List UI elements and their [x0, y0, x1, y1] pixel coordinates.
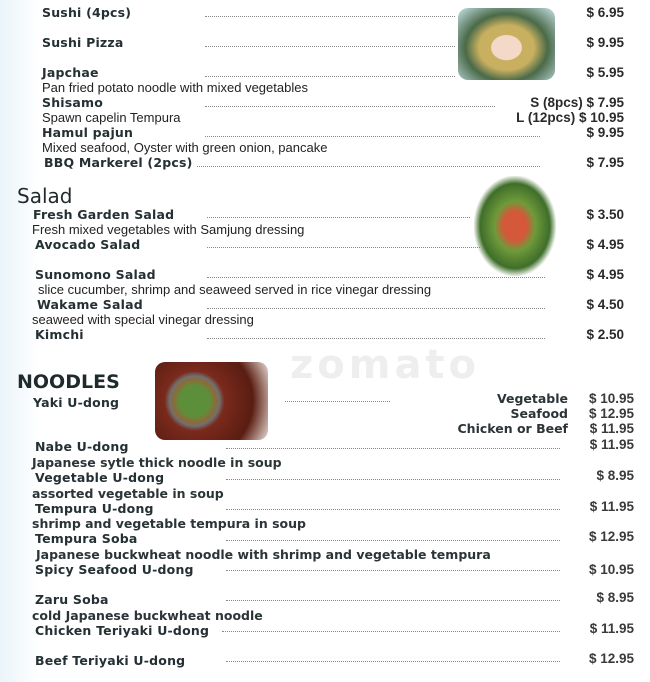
leader-dots — [205, 106, 495, 107]
menu-item-description: slice cucumber, shrimp and seaweed served in rice vinegar dressing — [38, 282, 432, 297]
menu-item-price: $ 7.95 — [586, 155, 624, 170]
leader-dots — [207, 247, 480, 248]
menu-item-description: Fresh mixed vegetables with Samjung dressing — [32, 222, 305, 237]
menu-item-option: S (8pcs) $ 7.95 — [530, 95, 624, 110]
menu-item-price: $ 9.95 — [586, 125, 624, 140]
leader-dots — [285, 401, 390, 402]
udon-bowl-photo — [155, 362, 268, 440]
leader-dots — [222, 631, 560, 632]
menu-item-price: $ 11.95 — [589, 437, 634, 452]
menu-item-price: $ 11.95 — [589, 499, 634, 514]
leader-dots — [226, 570, 560, 571]
sushi-pizza-photo — [458, 8, 555, 80]
menu-item-name: Zaru Soba — [35, 592, 109, 607]
leader-dots — [207, 308, 545, 309]
menu-item-option-label: Chicken or Beef — [457, 421, 568, 436]
menu-item-description: Japanese sytle thick noodle in soup — [32, 455, 282, 470]
menu-item-name: Wakame Salad — [37, 297, 143, 312]
menu-item-name: Kimchi — [35, 327, 84, 342]
leader-dots — [226, 509, 560, 510]
menu-item-name: Avocado Salad — [35, 237, 141, 252]
menu-item-price: $ 8.95 — [596, 590, 634, 605]
menu-item-name: Chicken Teriyaki U-dong — [35, 623, 210, 638]
menu-item-name: BBQ Markerel (2pcs) — [44, 155, 193, 170]
leader-dots — [205, 136, 540, 137]
menu-item-price: $ 2.50 — [586, 327, 624, 342]
menu-item-price: $ 12.95 — [588, 651, 634, 666]
menu-item-description: cold Japanese buckwheat noodle — [32, 608, 263, 623]
menu-item-name: Japchae — [42, 65, 99, 80]
menu-item-option: L (12pcs) $ 10.95 — [516, 110, 624, 125]
leader-dots — [205, 46, 455, 47]
menu-item-name: Sunomono Salad — [35, 267, 156, 282]
menu-item-option-label: Seafood — [510, 406, 568, 421]
leader-dots — [226, 540, 560, 541]
menu-item-name: Sushi (4pcs) — [42, 5, 132, 20]
menu-item-price: $ 10.95 — [588, 562, 634, 577]
menu-item-price: $ 12.95 — [588, 406, 634, 421]
menu-item-price: $ 5.95 — [586, 65, 624, 80]
leader-dots — [226, 600, 560, 601]
menu-item-name: Nabe U-dong — [35, 439, 129, 454]
menu-item-name: Spicy Seafood U-dong — [35, 562, 194, 577]
leader-dots — [207, 338, 545, 339]
leader-dots — [226, 661, 560, 662]
menu-item-name: Vegetable U-dong — [35, 470, 165, 485]
menu-item-price: $ 11.95 — [589, 621, 634, 636]
watermark: zomato — [290, 342, 481, 388]
leader-dots — [207, 277, 545, 278]
menu-item-price: $ 9.95 — [586, 35, 624, 50]
menu-item-name: Sushi Pizza — [42, 35, 124, 50]
leader-dots — [207, 217, 470, 218]
leader-dots — [205, 16, 455, 17]
leader-dots — [205, 76, 455, 77]
menu-item-price: $ 4.50 — [586, 297, 624, 312]
menu-item-description: assorted vegetable in soup — [32, 486, 224, 501]
menu-item-name: Hamul pajun — [42, 125, 134, 140]
menu-item-price: $ 12.95 — [588, 529, 634, 544]
menu-item-name: Beef Teriyaki U-dong — [35, 653, 186, 668]
menu-item-option-label: Vegetable — [496, 391, 568, 406]
leader-dots — [226, 448, 560, 449]
menu-item-price: $ 3.50 — [586, 207, 624, 222]
section-heading-salad: Salad — [17, 184, 73, 208]
menu-item-price: $ 4.95 — [586, 237, 624, 252]
salad-photo — [474, 176, 556, 276]
menu-item-price: $ 4.95 — [586, 267, 624, 282]
menu-item-name: Fresh Garden Salad — [33, 207, 175, 222]
section-heading-noodles: NOODLES — [17, 371, 120, 393]
menu-item-name: Tempura U-dong — [35, 501, 154, 516]
menu-item-description: Mixed seafood, Oyster with green onion, pancake — [42, 140, 328, 155]
menu-item-description: shrimp and vegetable tempura in soup — [32, 516, 306, 531]
menu-item-name: Yaki U-dong — [33, 395, 120, 410]
menu-item-description: Spawn capelin Tempura — [42, 110, 181, 125]
menu-item-name: Shisamo — [42, 95, 104, 110]
menu-item-name: Tempura Soba — [35, 531, 138, 546]
menu-item-price: $ 11.95 — [589, 421, 634, 436]
menu-item-price: $ 6.95 — [586, 5, 624, 20]
leader-dots — [197, 166, 540, 167]
menu-item-description: Pan fried potato noodle with mixed vegetables — [42, 80, 308, 95]
menu-item-price: $ 8.95 — [596, 468, 634, 483]
menu-item-description: seaweed with special vinegar dressing — [32, 312, 254, 327]
menu-item-price: $ 10.95 — [588, 391, 634, 406]
menu-item-description: Japanese buckwheat noodle with shrimp and vegetable tempura — [36, 547, 491, 562]
leader-dots — [226, 479, 560, 480]
